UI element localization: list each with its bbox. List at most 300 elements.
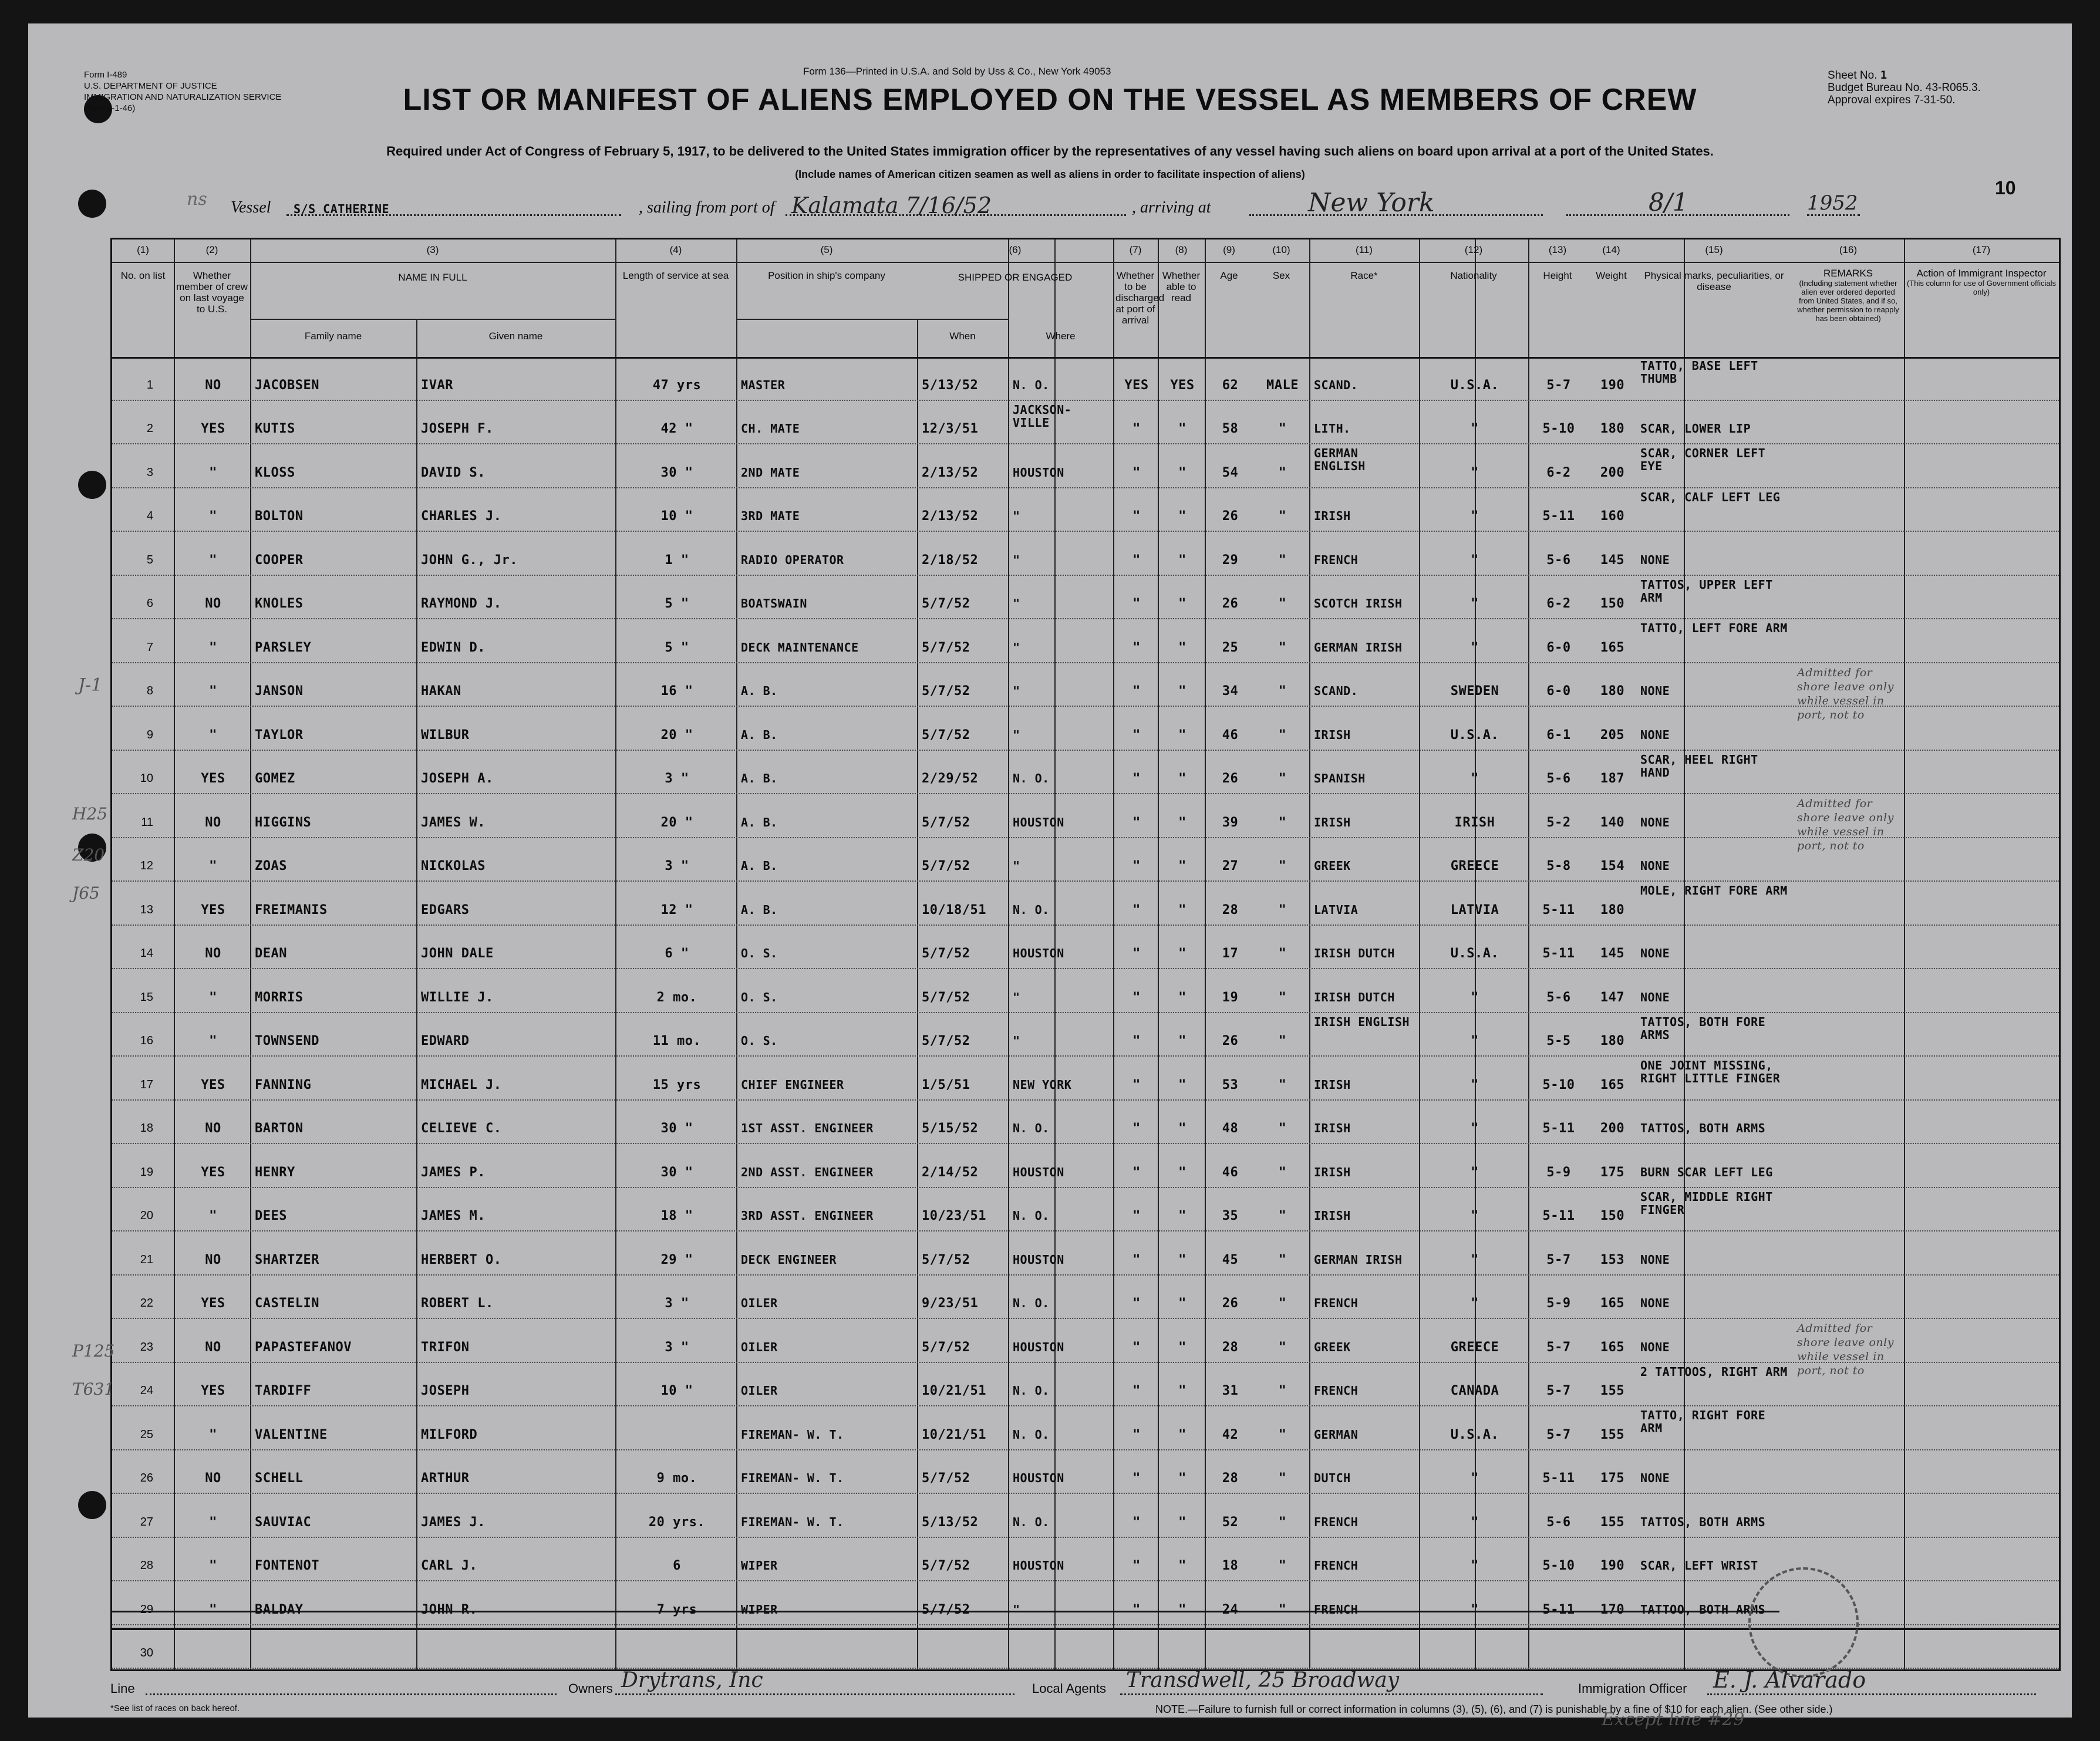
cell-prev: " bbox=[209, 552, 217, 568]
cell-height: 5-11 bbox=[1542, 509, 1575, 524]
cell-where: " bbox=[1013, 1602, 1020, 1617]
cell-when: 5/7/52 bbox=[922, 859, 970, 873]
cell-service: 42 " bbox=[660, 421, 693, 436]
line-label: Line bbox=[110, 1681, 135, 1696]
cell-where: " bbox=[1013, 1034, 1020, 1048]
cell-given: EDWIN D. bbox=[421, 640, 486, 655]
cell-no: 25 bbox=[140, 1428, 153, 1441]
cell-race: SPANISH bbox=[1314, 771, 1366, 785]
cell-family: SCHELL bbox=[255, 1471, 304, 1486]
cell-no: 18 bbox=[140, 1122, 153, 1135]
cell-age: 58 bbox=[1222, 421, 1239, 436]
cell-read: " bbox=[1178, 1514, 1186, 1530]
table-row bbox=[112, 1057, 2059, 1101]
cell-family: FONTENOT bbox=[255, 1558, 319, 1573]
cell-family: TARDIFF bbox=[255, 1384, 312, 1398]
cell-no: 19 bbox=[140, 1165, 153, 1179]
cell-height: 5-10 bbox=[1542, 1077, 1575, 1092]
cell-marks: TATTOS, BOTH ARMS bbox=[1640, 1121, 1766, 1135]
cell-prev: " bbox=[209, 1209, 217, 1223]
margin-initials: ns bbox=[187, 189, 207, 210]
cell-weight: 155 bbox=[1600, 1384, 1625, 1398]
column-subheader: Where bbox=[1046, 330, 1076, 342]
cell-service: 18 " bbox=[660, 1209, 693, 1223]
cell-age: 28 bbox=[1222, 1340, 1239, 1355]
cell-given: MICHAEL J. bbox=[421, 1077, 502, 1092]
cell-no: 30 bbox=[140, 1646, 153, 1659]
cell-where: N. O. bbox=[1013, 1121, 1050, 1135]
cell-family: ZOAS bbox=[255, 859, 287, 873]
cell-nationality: " bbox=[1471, 640, 1479, 655]
sailing-port: Kalamata 7/16/52 bbox=[791, 193, 992, 218]
cell-prev: NO bbox=[205, 1340, 221, 1355]
cell-position: WIPER bbox=[741, 1602, 778, 1617]
cell-discharge: " bbox=[1132, 1121, 1141, 1136]
cell-when: 5/7/52 bbox=[922, 640, 970, 655]
cell-no: 23 bbox=[140, 1340, 153, 1354]
cell-weight: 180 bbox=[1600, 902, 1625, 917]
cell-family: BALDAY bbox=[255, 1602, 304, 1617]
column-header: Length of service at sea bbox=[622, 270, 729, 281]
cell-age: 54 bbox=[1222, 465, 1239, 480]
cell-discharge: " bbox=[1132, 1296, 1141, 1311]
cell-position: A. B. bbox=[741, 771, 778, 785]
cell-marks: TATTOO, BOTH ARMS bbox=[1640, 1602, 1766, 1617]
cell-discharge: " bbox=[1132, 1165, 1141, 1180]
cell-position: OILER bbox=[741, 1384, 778, 1398]
cell-family: KNOLES bbox=[255, 596, 304, 611]
cell-service: 5 " bbox=[665, 640, 689, 655]
official-stamp bbox=[1748, 1567, 1859, 1678]
cell-nationality: U.S.A. bbox=[1450, 1427, 1499, 1442]
cell-weight: 165 bbox=[1600, 1296, 1625, 1311]
cell-marks: TATTOS, BOTH FORE ARMS bbox=[1640, 1014, 1766, 1042]
cell-age: 45 bbox=[1222, 1252, 1239, 1267]
cell-discharge: " bbox=[1132, 859, 1141, 873]
cell-race: FRENCH bbox=[1314, 1558, 1359, 1573]
cell-sex: " bbox=[1278, 1514, 1287, 1530]
cell-where: " bbox=[1013, 596, 1020, 610]
cell-prev: NO bbox=[205, 1252, 221, 1267]
cell-weight: 175 bbox=[1600, 1165, 1625, 1180]
cell-service: 20 yrs. bbox=[648, 1514, 706, 1530]
cell-family: HIGGINS bbox=[255, 815, 312, 830]
cell-prev: NO bbox=[205, 946, 221, 961]
cell-service: 2 mo. bbox=[656, 990, 697, 1005]
cell-no: 24 bbox=[140, 1384, 153, 1397]
cell-no: 17 bbox=[140, 1078, 153, 1091]
cell-where: N. O. bbox=[1013, 1427, 1050, 1442]
cell-discharge: " bbox=[1132, 1034, 1141, 1048]
cell-read: YES bbox=[1170, 377, 1195, 393]
cell-read: " bbox=[1178, 902, 1186, 917]
cell-height: 5-8 bbox=[1546, 859, 1571, 873]
margin-note: Z20 bbox=[72, 845, 105, 865]
table-row bbox=[112, 619, 2059, 663]
cell-weight: 160 bbox=[1600, 509, 1625, 524]
column-header: REMARKS (Including statement whether alien ever ordered deported from United States, and if so, whether permission to reapply has been obtained) bbox=[1797, 268, 1899, 323]
cell-sex: " bbox=[1278, 1427, 1287, 1442]
cell-height: 5-9 bbox=[1546, 1165, 1571, 1180]
local-agents-value: Transdwell, 25 Broadway bbox=[1126, 1668, 1400, 1692]
cell-where: " bbox=[1013, 640, 1020, 654]
cell-family: FANNING bbox=[255, 1077, 312, 1092]
cell-when: 5/7/52 bbox=[922, 1602, 970, 1617]
cell-family: KLOSS bbox=[255, 465, 295, 480]
cell-when: 5/13/52 bbox=[922, 1514, 979, 1530]
cell-age: 28 bbox=[1222, 902, 1239, 917]
cell-position: 2ND MATE bbox=[741, 465, 800, 480]
cell-marks: SCAR, HEEL RIGHT HAND bbox=[1640, 752, 1758, 780]
cell-family: PARSLEY bbox=[255, 640, 312, 655]
cell-prev: YES bbox=[201, 1384, 225, 1398]
column-number: (11) bbox=[1356, 244, 1373, 255]
cell-prev: YES bbox=[201, 1077, 225, 1092]
cell-discharge: " bbox=[1132, 509, 1141, 524]
cell-read: " bbox=[1178, 509, 1186, 524]
cell-position: OILER bbox=[741, 1296, 778, 1310]
arrival-year: 1952 bbox=[1807, 191, 1858, 215]
cell-given: JOSEPH bbox=[421, 1384, 470, 1398]
cell-prev: " bbox=[209, 1558, 217, 1573]
cell-nationality: " bbox=[1471, 990, 1479, 1005]
cell-age: 25 bbox=[1222, 640, 1239, 655]
cell-prev: YES bbox=[201, 771, 225, 786]
cell-marks: SCAR, LEFT WRIST bbox=[1640, 1558, 1758, 1573]
punch-hole bbox=[78, 190, 106, 218]
cell-where: HOUSTON bbox=[1013, 1558, 1064, 1573]
cell-where: N. O. bbox=[1013, 902, 1050, 917]
cell-prev: " bbox=[209, 990, 217, 1005]
cell-when: 5/13/52 bbox=[922, 377, 979, 393]
cell-nationality: " bbox=[1471, 421, 1479, 436]
cell-service: 30 " bbox=[660, 465, 693, 480]
cell-position: A. B. bbox=[741, 684, 778, 698]
cell-age: 26 bbox=[1222, 596, 1239, 611]
cell-service: 1 " bbox=[665, 552, 689, 568]
column-subheader: Family name bbox=[304, 330, 362, 342]
department-block: Form I-489 U.S. DEPARTMENT OF JUSTICE IMMIGRATION AND NATURALIZATION SERVICE (Rev. 4-1-46) bbox=[84, 70, 282, 113]
cell-position: MASTER bbox=[741, 377, 786, 392]
column-number: (17) bbox=[1972, 244, 1991, 255]
cell-when: 10/21/51 bbox=[922, 1384, 986, 1398]
cell-sex: " bbox=[1278, 1034, 1287, 1048]
cell-prev: " bbox=[209, 640, 217, 655]
cell-nationality: " bbox=[1471, 552, 1479, 568]
cell-height: 6-2 bbox=[1546, 465, 1571, 480]
cell-family: DEAN bbox=[255, 946, 287, 961]
arriving-label: , arriving at bbox=[1132, 198, 1211, 217]
cell-prev: YES bbox=[201, 1165, 225, 1180]
cell-discharge: " bbox=[1132, 1558, 1141, 1573]
cell-given: JOHN DALE bbox=[421, 946, 494, 961]
cell-position: A. B. bbox=[741, 902, 778, 917]
cell-marks: MOLE, RIGHT FORE ARM bbox=[1640, 883, 1788, 898]
cell-weight: 165 bbox=[1600, 1340, 1625, 1355]
cell-nationality: U.S.A. bbox=[1450, 377, 1499, 393]
cell-nationality: CANADA bbox=[1450, 1384, 1499, 1398]
cell-position: WIPER bbox=[741, 1558, 778, 1573]
cell-nationality: " bbox=[1471, 1296, 1479, 1311]
cell-prev: NO bbox=[205, 1471, 221, 1486]
cell-discharge: " bbox=[1132, 1602, 1141, 1617]
cell-service: 30 " bbox=[660, 1165, 693, 1180]
cell-where: HOUSTON bbox=[1013, 465, 1064, 480]
immigration-officer-label: Immigration Officer bbox=[1578, 1681, 1687, 1696]
cell-weight: 140 bbox=[1600, 815, 1625, 830]
cell-race: FRENCH bbox=[1314, 552, 1359, 567]
vessel-name: S/S CATHERINE bbox=[294, 202, 390, 216]
cell-read: " bbox=[1178, 1471, 1186, 1486]
margin-note: T631 bbox=[72, 1379, 115, 1399]
column-number: (6) bbox=[1009, 244, 1022, 255]
cell-service: 6 bbox=[673, 1558, 681, 1573]
cell-marks: TATTO, RIGHT FORE ARM bbox=[1640, 1408, 1766, 1435]
cell-race: IRISH bbox=[1314, 509, 1351, 523]
cell-service: 20 " bbox=[660, 815, 693, 830]
cell-marks: TATTO, BASE LEFT THUMB bbox=[1640, 359, 1758, 386]
punch-hole bbox=[78, 1491, 106, 1519]
cell-marks: SCAR, CALF LEFT LEG bbox=[1640, 490, 1781, 504]
cell-nationality: " bbox=[1471, 1252, 1479, 1267]
cell-marks: TATTOS, BOTH ARMS bbox=[1640, 1514, 1766, 1529]
cell-marks: ONE JOINT MISSING, RIGHT LITTLE FINGER bbox=[1640, 1058, 1781, 1085]
cell-no: 5 bbox=[146, 553, 153, 566]
cell-age: 26 bbox=[1222, 771, 1239, 786]
cell-age: 48 bbox=[1222, 1121, 1239, 1136]
cell-race: IRISH DUTCH bbox=[1314, 990, 1395, 1004]
table-row bbox=[112, 1144, 2059, 1188]
cell-discharge: " bbox=[1132, 1252, 1141, 1267]
cell-age: 26 bbox=[1222, 1296, 1239, 1311]
column-header: Whether to be discharged at port of arrival bbox=[1115, 270, 1165, 326]
cell-sex: " bbox=[1278, 509, 1287, 524]
cell-where: N. O. bbox=[1013, 1514, 1050, 1529]
cell-marks: NONE bbox=[1640, 859, 1670, 873]
cell-given: EDGARS bbox=[421, 902, 470, 917]
cell-family: MORRIS bbox=[255, 990, 304, 1005]
cell-marks: TATTO, LEFT FORE ARM bbox=[1640, 621, 1788, 635]
cell-when: 2/18/52 bbox=[922, 552, 979, 568]
cell-no: 13 bbox=[140, 903, 153, 916]
cell-family: SHARTZER bbox=[255, 1252, 319, 1267]
cell-prev: " bbox=[209, 684, 217, 699]
cell-discharge: " bbox=[1132, 990, 1141, 1005]
cell-no: 22 bbox=[140, 1297, 153, 1310]
cell-prev: " bbox=[209, 1034, 217, 1048]
cell-read: " bbox=[1178, 640, 1186, 655]
column-header: Position in ship's company bbox=[768, 270, 885, 281]
cell-prev: NO bbox=[205, 815, 221, 830]
cell-discharge: " bbox=[1132, 815, 1141, 830]
cell-where: HOUSTON bbox=[1013, 946, 1064, 960]
cell-marks: TATTOS, UPPER LEFT ARM bbox=[1640, 577, 1773, 605]
cell-race: IRISH bbox=[1314, 1121, 1351, 1135]
cell-height: 5-10 bbox=[1542, 421, 1575, 436]
cell-family: DEES bbox=[255, 1209, 287, 1223]
cell-race: IRISH bbox=[1314, 1209, 1351, 1223]
cell-age: 34 bbox=[1222, 684, 1239, 699]
column-header: Age bbox=[1220, 270, 1238, 281]
cell-when: 5/7/52 bbox=[922, 596, 970, 611]
cell-race: IRISH ENGLISH bbox=[1314, 1014, 1410, 1029]
vessel-label: Vessel bbox=[231, 198, 271, 217]
cell-weight: 165 bbox=[1600, 640, 1625, 655]
cell-nationality: " bbox=[1471, 1602, 1479, 1617]
table-row bbox=[112, 707, 2059, 751]
cell-age: 27 bbox=[1222, 859, 1239, 873]
cell-sex: " bbox=[1278, 552, 1287, 568]
cell-height: 5-11 bbox=[1542, 1471, 1575, 1486]
cell-remarks: Admitted for shore leave only while vessel in port, not to bbox=[1797, 797, 1894, 852]
cell-age: 28 bbox=[1222, 1471, 1239, 1486]
sailing-label: , sailing from port of bbox=[639, 198, 775, 217]
cell-marks: SCAR, LOWER LIP bbox=[1640, 421, 1751, 436]
margin-note: H25 bbox=[72, 804, 108, 824]
column-number: (2) bbox=[205, 244, 218, 255]
cell-given: JAMES P. bbox=[421, 1165, 486, 1180]
cell-weight: 190 bbox=[1600, 1558, 1625, 1573]
cell-no: 26 bbox=[140, 1472, 153, 1484]
cell-where: HOUSTON bbox=[1013, 1252, 1064, 1267]
cell-age: 31 bbox=[1222, 1384, 1239, 1398]
cell-age: 35 bbox=[1222, 1209, 1239, 1223]
cell-weight: 190 bbox=[1600, 377, 1625, 393]
cell-sex: " bbox=[1278, 1602, 1287, 1617]
cell-position: FIREMAN- W. T. bbox=[741, 1427, 844, 1442]
column-header: Physical marks, peculiarities, or disease bbox=[1644, 270, 1784, 292]
cell-no: 20 bbox=[140, 1209, 153, 1222]
cell-race: GERMAN bbox=[1314, 1427, 1359, 1442]
cell-position: 3RD ASST. ENGINEER bbox=[741, 1209, 874, 1223]
column-number: (14) bbox=[1602, 244, 1620, 255]
cell-marks: SCAR, MIDDLE RIGHT FINGER bbox=[1640, 1189, 1773, 1217]
cell-discharge: " bbox=[1132, 596, 1141, 611]
cell-position: O. S. bbox=[741, 1034, 778, 1048]
cell-family: TOWNSEND bbox=[255, 1034, 319, 1048]
cell-nationality: " bbox=[1471, 1558, 1479, 1573]
cell-family: BARTON bbox=[255, 1121, 304, 1136]
cell-sex: " bbox=[1278, 1077, 1287, 1092]
column-header: Whether member of crew on last voyage to U.S. bbox=[176, 270, 248, 315]
cell-read: " bbox=[1178, 727, 1186, 743]
column-subheader: Given name bbox=[488, 330, 543, 342]
cell-when: 5/15/52 bbox=[922, 1121, 979, 1136]
cell-position: O. S. bbox=[741, 990, 778, 1004]
owners-value: Drytrans, Inc bbox=[621, 1668, 763, 1692]
manifest-sheet bbox=[28, 23, 2072, 1730]
cell-read: " bbox=[1178, 771, 1186, 786]
punch-hole bbox=[78, 471, 106, 499]
cell-family: HENRY bbox=[255, 1165, 295, 1180]
cell-no: 6 bbox=[146, 597, 153, 610]
cell-race: DUTCH bbox=[1314, 1471, 1351, 1485]
cell-where: JACKSON- VILLE bbox=[1013, 402, 1072, 430]
table-row bbox=[112, 969, 2059, 1013]
cell-marks: NONE bbox=[1640, 946, 1670, 960]
cell-position: 2ND ASST. ENGINEER bbox=[741, 1165, 874, 1179]
column-header: Height bbox=[1543, 270, 1572, 281]
cell-age: 29 bbox=[1222, 552, 1239, 568]
cell-weight: 175 bbox=[1600, 1471, 1625, 1486]
cell-nationality: " bbox=[1471, 771, 1479, 786]
cell-given: IVAR bbox=[421, 377, 453, 393]
table-row bbox=[112, 1363, 2059, 1407]
cell-read: " bbox=[1178, 815, 1186, 830]
cell-nationality: " bbox=[1471, 1165, 1479, 1180]
cell-given: WILBUR bbox=[421, 727, 470, 743]
cell-service: 6 " bbox=[665, 946, 689, 961]
column-header: Weight bbox=[1596, 270, 1627, 281]
cell-race: SCAND. bbox=[1314, 377, 1359, 392]
cell-given: EDWARD bbox=[421, 1034, 470, 1048]
cell-weight: 145 bbox=[1600, 946, 1625, 961]
cell-prev: " bbox=[209, 509, 217, 524]
cell-when: 5/7/52 bbox=[922, 727, 970, 743]
column-number: (10) bbox=[1272, 244, 1290, 255]
cell-position: FIREMAN- W. T. bbox=[741, 1514, 844, 1529]
cell-given: RAYMOND J. bbox=[421, 596, 502, 611]
cell-read: " bbox=[1178, 684, 1186, 699]
cell-sex: " bbox=[1278, 465, 1287, 480]
cell-nationality: " bbox=[1471, 1209, 1479, 1223]
column-number: (12) bbox=[1464, 244, 1483, 255]
cell-race: IRISH DUTCH bbox=[1314, 946, 1395, 960]
column-header: NAME IN FULL bbox=[398, 272, 467, 283]
cell-age: 19 bbox=[1222, 990, 1239, 1005]
cell-marks: NONE bbox=[1640, 727, 1670, 742]
cell-marks: NONE bbox=[1640, 1340, 1670, 1354]
cell-weight: 180 bbox=[1600, 421, 1625, 436]
cell-discharge: YES bbox=[1124, 377, 1149, 393]
column-number: (15) bbox=[1705, 244, 1723, 255]
cell-service: 11 mo. bbox=[652, 1034, 702, 1048]
cell-family: TAYLOR bbox=[255, 727, 304, 743]
cell-weight: 180 bbox=[1600, 1034, 1625, 1048]
cell-no: 16 bbox=[140, 1034, 153, 1047]
cell-read: " bbox=[1178, 465, 1186, 480]
cell-race: IRISH bbox=[1314, 727, 1351, 742]
cell-when: 5/7/52 bbox=[922, 1034, 970, 1048]
cell-given: ROBERT L. bbox=[421, 1296, 494, 1311]
cell-prev: " bbox=[209, 465, 217, 480]
cell-no: 27 bbox=[140, 1515, 153, 1529]
cell-race: GERMAN ENGLISH bbox=[1314, 446, 1366, 473]
cell-read: " bbox=[1178, 1384, 1186, 1398]
cell-nationality: " bbox=[1471, 1514, 1479, 1530]
cell-when: 5/7/52 bbox=[922, 946, 970, 961]
cell-service: 10 " bbox=[660, 1384, 693, 1398]
cell-sex: " bbox=[1278, 421, 1287, 436]
cell-height: 5-6 bbox=[1546, 771, 1571, 786]
cell-discharge: " bbox=[1132, 1340, 1141, 1355]
cell-weight: 150 bbox=[1600, 1209, 1625, 1223]
cell-weight: 155 bbox=[1600, 1427, 1625, 1442]
cell-read: " bbox=[1178, 1558, 1186, 1573]
table-row bbox=[112, 1013, 2059, 1057]
column-header: SHIPPED OR ENGAGED bbox=[958, 272, 1073, 283]
cell-weight: 155 bbox=[1600, 1514, 1625, 1530]
cell-sex: " bbox=[1278, 684, 1287, 699]
cell-age: 53 bbox=[1222, 1077, 1239, 1092]
cell-sex: " bbox=[1278, 771, 1287, 786]
cell-height: 5-6 bbox=[1546, 1514, 1571, 1530]
cell-age: 26 bbox=[1222, 1034, 1239, 1048]
margin-note: P125 bbox=[72, 1341, 115, 1361]
cell-weight: 180 bbox=[1600, 684, 1625, 699]
cell-race: LITH. bbox=[1314, 421, 1351, 436]
cell-height: 5-11 bbox=[1542, 1209, 1575, 1223]
